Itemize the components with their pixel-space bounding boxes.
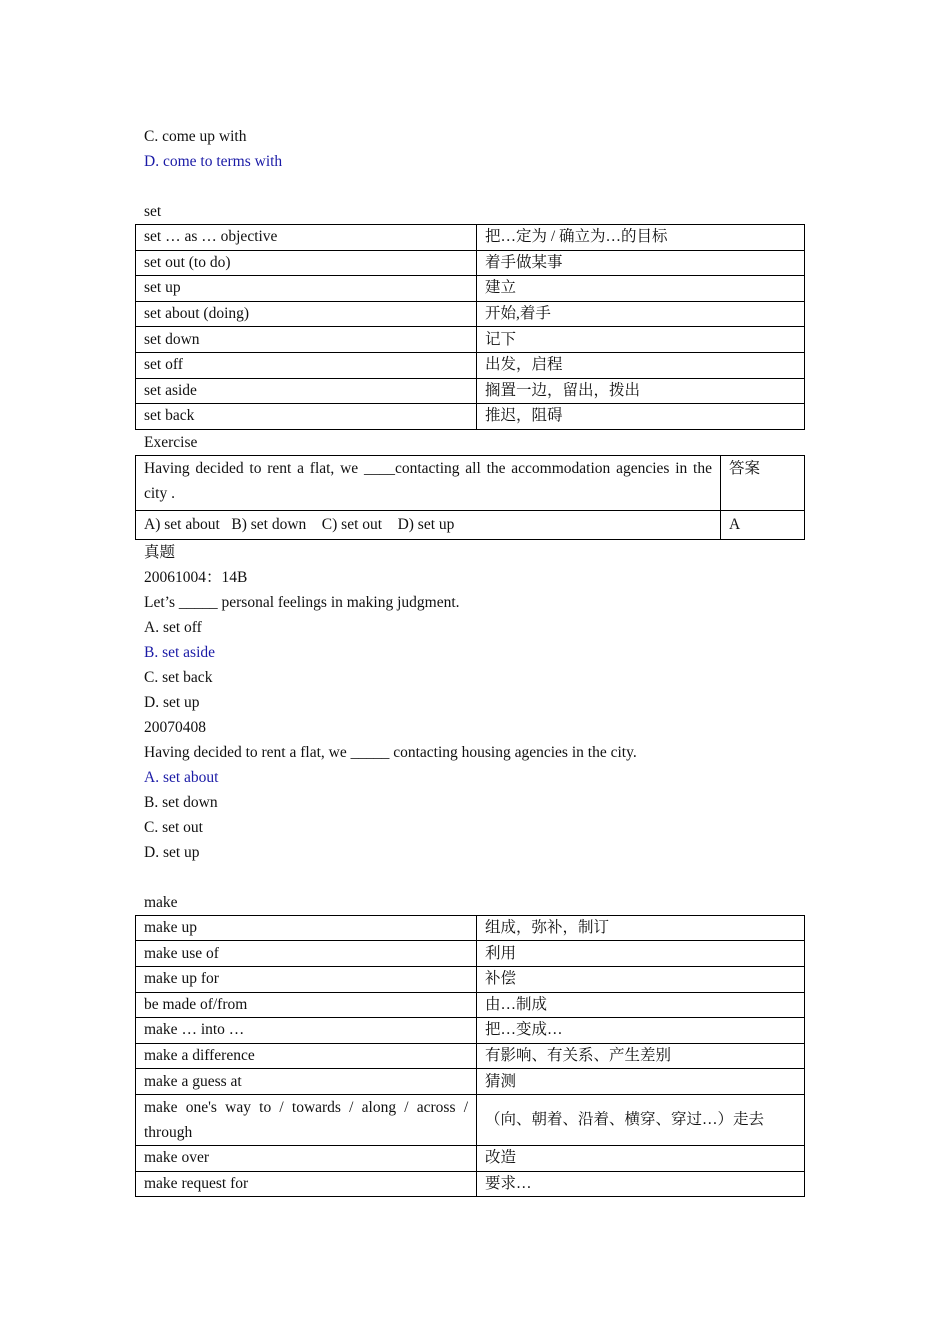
- phrase-cell: make up for: [136, 966, 477, 992]
- phrase-cell: make … into …: [136, 1018, 477, 1044]
- phrase-cell: set aside: [136, 378, 477, 404]
- phrase-cell: set … as … objective: [136, 225, 477, 251]
- meaning-cell: （向、朝着、沿着、横穿、穿过…）走去: [477, 1094, 805, 1145]
- set-phrase-table: [135, 224, 805, 430]
- table-row: [136, 1094, 805, 1145]
- question-stem: Let’s _____ personal feelings in making judgment.: [144, 593, 460, 611]
- real-exam-label: 真题: [144, 543, 176, 561]
- table-row: [136, 352, 805, 378]
- question-stem: Having decided to rent a flat, we _____ contacting housing agencies in the city.: [144, 743, 637, 761]
- question-code: 20061004：14B: [144, 568, 248, 586]
- exercise-options: A) set about B) set down C) set out D) set up: [136, 510, 721, 539]
- option-line: D. set up: [144, 843, 200, 861]
- phrase-cell: set out (to do): [136, 250, 477, 276]
- answer-header: 答案: [721, 455, 805, 510]
- meaning-cell: 记下: [477, 327, 805, 353]
- meaning-cell: 推迟，阻碍: [477, 404, 805, 430]
- option-line: A. set off: [144, 618, 202, 636]
- table-row: [136, 510, 805, 539]
- phrase-cell: set about (doing): [136, 301, 477, 327]
- phrase-cell: set up: [136, 276, 477, 302]
- phrase-cell: set off: [136, 352, 477, 378]
- phrase-cell: make over: [136, 1145, 477, 1171]
- meaning-cell: 改造: [477, 1145, 805, 1171]
- table-row: [136, 966, 805, 992]
- table-row: [136, 1145, 805, 1171]
- option-line: B. set down: [144, 793, 218, 811]
- table-row: [136, 250, 805, 276]
- make-phrase-table: [135, 915, 805, 1197]
- meaning-cell: 搁置一边，留出，拨出: [477, 378, 805, 404]
- meaning-cell: 建立: [477, 276, 805, 302]
- meaning-cell: 把…变成…: [477, 1018, 805, 1044]
- spacer: [135, 865, 805, 890]
- table-row: [136, 992, 805, 1018]
- table-row: [136, 915, 805, 941]
- meaning-cell: 开始,着手: [477, 301, 805, 327]
- meaning-cell: 有影响、有关系、产生差别: [477, 1043, 805, 1069]
- question-code: 20070408: [144, 718, 206, 736]
- meaning-cell: 利用: [477, 941, 805, 967]
- option-line: D. set up: [144, 693, 200, 711]
- phrase-cell: set back: [136, 404, 477, 430]
- exercise-label: Exercise: [144, 433, 198, 451]
- option-line: C. come up with: [144, 128, 247, 145]
- table-row: [136, 1018, 805, 1044]
- meaning-cell: 把…定为 / 确立为…的目标: [477, 225, 805, 251]
- phrase-cell: make request for: [136, 1171, 477, 1197]
- table-row: [136, 225, 805, 251]
- meaning-cell: 要求…: [477, 1171, 805, 1197]
- document-page: [135, 124, 805, 1197]
- table-row: [136, 941, 805, 967]
- phrase-cell: make up: [136, 915, 477, 941]
- table-row: [136, 455, 805, 510]
- exercise-question: Having decided to rent a flat, we ____contacting all the accommodation agencies in the city .: [136, 455, 721, 510]
- phrase-cell: make a guess at: [136, 1069, 477, 1095]
- phrase-cell: be made of/from: [136, 992, 477, 1018]
- table-row: [136, 1043, 805, 1069]
- meaning-cell: 着手做某事: [477, 250, 805, 276]
- phrase-cell: set down: [136, 327, 477, 353]
- table-row: [136, 1069, 805, 1095]
- option-line-answer: B. set aside: [144, 643, 216, 661]
- table-row: [136, 327, 805, 353]
- table-row: [136, 301, 805, 327]
- meaning-cell: 由…制成: [477, 992, 805, 1018]
- phrase-cell: make a difference: [136, 1043, 477, 1069]
- section-heading-make: make: [144, 893, 178, 911]
- table-row: [136, 378, 805, 404]
- section-heading-set: set: [144, 203, 162, 220]
- option-line: C. set out: [144, 818, 203, 836]
- meaning-cell: 猜测: [477, 1069, 805, 1095]
- phrase-cell: make one's way to / towards / along / across / through: [136, 1094, 477, 1145]
- option-line-answer: D. come to terms with: [144, 153, 283, 170]
- table-row: [136, 404, 805, 430]
- table-row: [136, 276, 805, 302]
- meaning-cell: 组成，弥补，制订: [477, 915, 805, 941]
- exercise-answer: A: [721, 510, 805, 539]
- option-line: C. set back: [144, 668, 213, 686]
- meaning-cell: 补偿: [477, 966, 805, 992]
- exercise-table: [135, 455, 805, 540]
- phrase-cell: make use of: [136, 941, 477, 967]
- meaning-cell: 出发，启程: [477, 352, 805, 378]
- table-row: [136, 1171, 805, 1197]
- spacer: [135, 174, 805, 199]
- option-line-answer: A. set about: [144, 768, 219, 786]
